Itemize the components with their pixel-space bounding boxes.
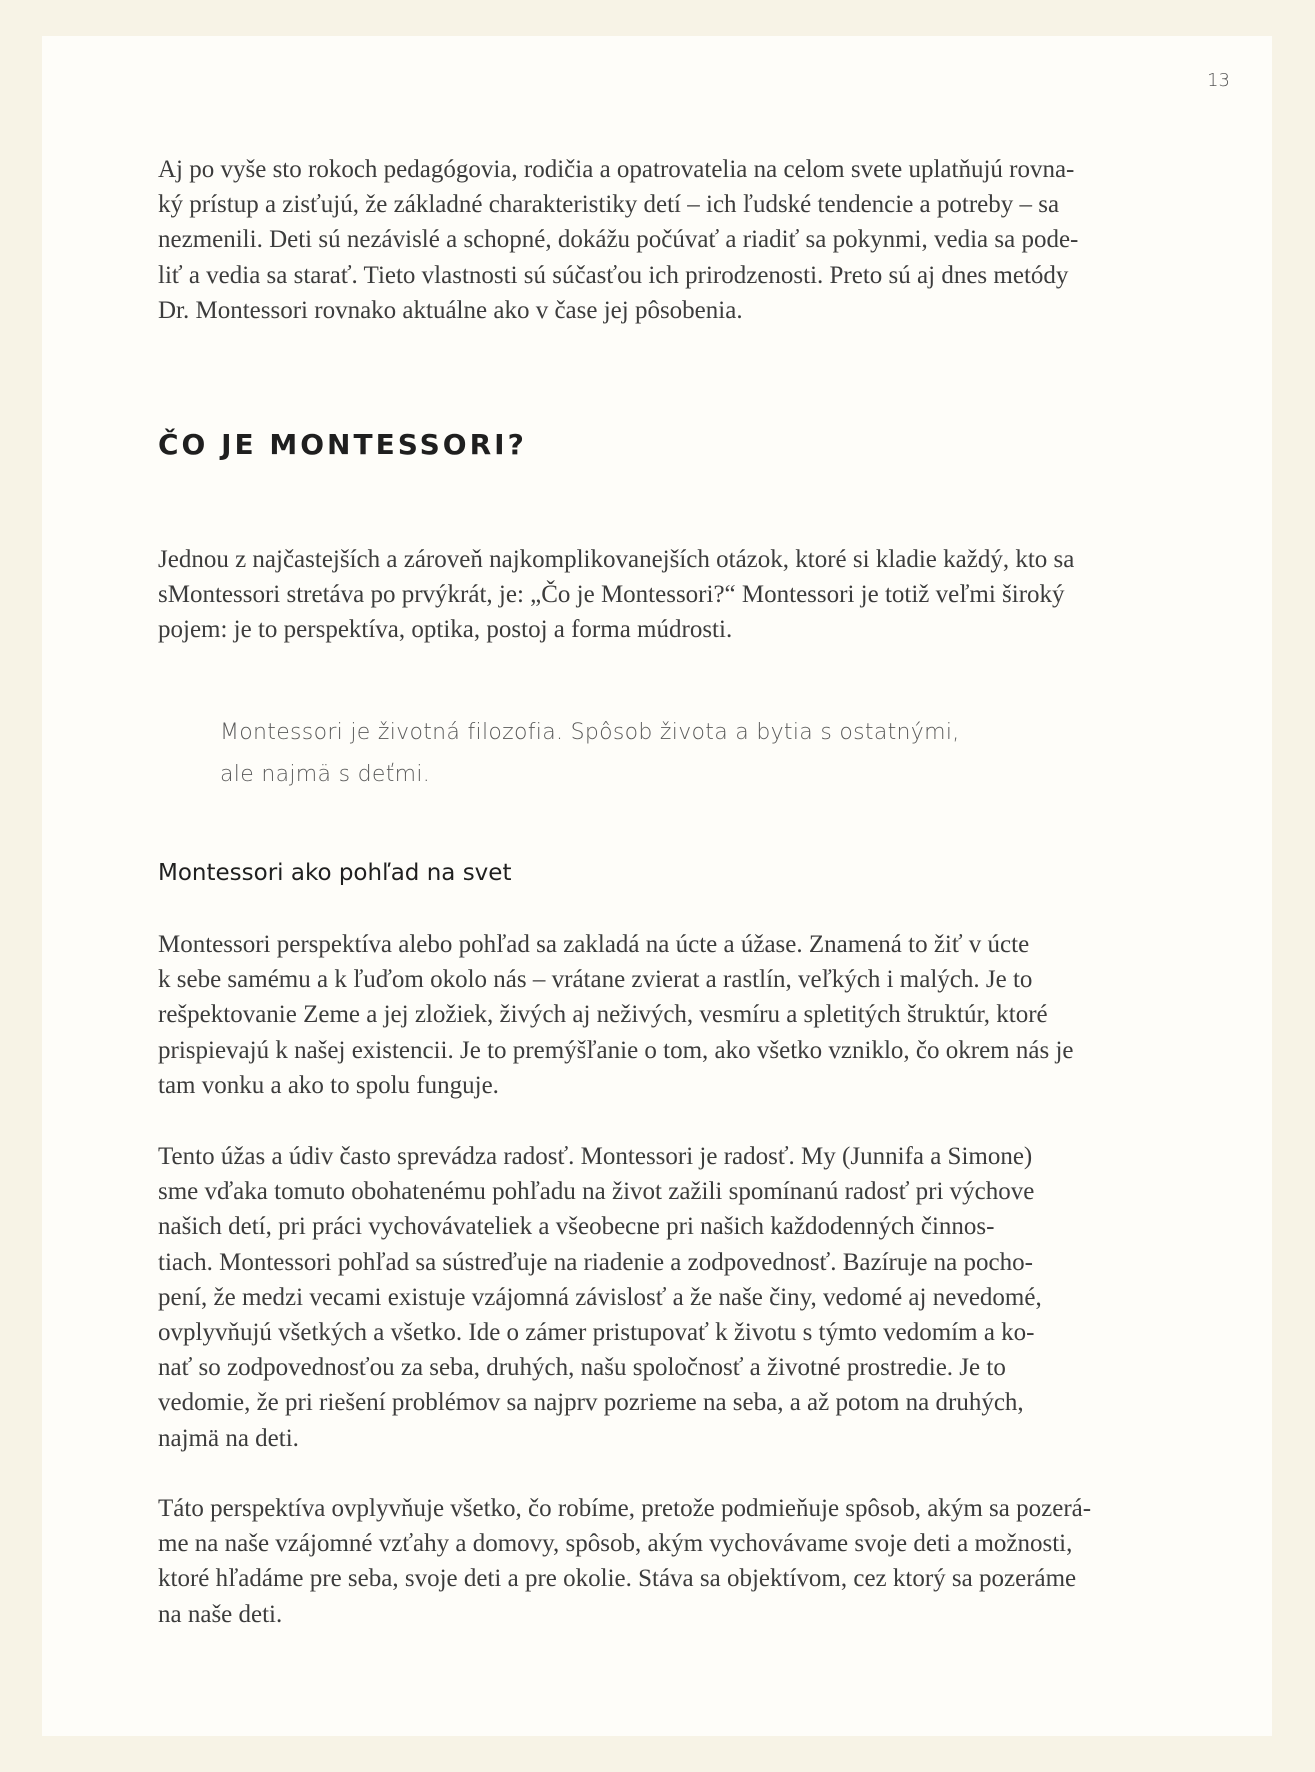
paragraph-world-view (158, 927, 1198, 1103)
text-line: prispievajú k našej existencii. Je to premýšľanie o tom, ako všetko vzniklo, čo okrem nás je (158, 1036, 1074, 1064)
text-line: sMontessori stretáva po prvýkrát, je: „Čo je Montessori?“ Montessori je totiž veľmi široký (158, 581, 1065, 609)
text-line: Jednou z najčastejších a zároveň najkomplikovanejších otázok, ktoré si kladie každý, kto sa (158, 546, 1075, 573)
text-line: Táto perspektíva ovplyvňuje všetko, čo robíme, pretože podmieňuje spôsob, akým sa pozerá- (158, 1495, 1092, 1522)
text-line: Aj po vyše sto rokoch pedagógovia, rodičia a opatrovatelia na celom svete uplatňujú rovna- (158, 156, 1075, 183)
question-paragraph (158, 542, 1198, 648)
text-line: vedomie, že pri riešení problémov sa najprv pozrieme na seba, a až potom na druhých, (158, 1389, 1024, 1417)
intro-paragraph (158, 152, 1198, 328)
text-line: ktoré hľadáme pre seba, svoje deti a pre okolie. Stáva sa objektívom, cez ktorý sa pozeráme (158, 1565, 1077, 1593)
text-line: na naše deti. (158, 1600, 283, 1628)
section-heading: ČO JE MONTESSORI? (158, 428, 527, 461)
text-line: pení, že medzi vecami existuje vzájomná závislosť a že naše činy, vedomé aj nevedomé, (158, 1283, 1042, 1311)
text-line: rešpektovanie Zeme a jej zložiek, živých aj neživých, vesmíru a spletitých štruktúr, ktoré (158, 1001, 1048, 1029)
book-page (42, 36, 1272, 1736)
text-line: k sebe samému a k ľuďom okolo nás – vrátane zvierat a rastlín, veľkých i malých. Je to (158, 966, 1033, 994)
text-line: pojem: je to perspektíva, optika, postoj a forma múdrosti. (158, 616, 733, 644)
text-line: najmä na deti. (158, 1424, 299, 1452)
text-line: Tento úžas a údiv často sprevádza radosť. Montessori je radosť. My (Junnifa a Simone) (158, 1143, 1033, 1170)
text-line: liť a vedia sa starať. Tieto vlastnosti sú súčasťou ich prirodzenosti. Preto sú aj dnes metódy (158, 261, 1069, 289)
text-line: našich detí, pri práci vychovávateliek a všeobecne pri našich každodenných činnos- (158, 1213, 995, 1241)
text-line: Dr. Montessori rovnako aktuálne ako v čase jej pôsobenia. (158, 296, 743, 324)
paragraph-joy (158, 1139, 1198, 1456)
text-line: sme vďaka tomuto obohatenému pohľadu na život zažili spomínanú radosť pri výchove (158, 1178, 1035, 1206)
text-line: tam vonku a ako to spolu funguje. (158, 1071, 499, 1099)
quote-line: Montessori je životná filozofia. Spôsob života a bytia s ostatnými, (220, 720, 960, 745)
text-line: ovplyvňujú všetkých a všetko. Ide o zámer pristupovať k životu s týmto vedomím a ko- (158, 1319, 1035, 1347)
text-line: ký prístup a zisťujú, že základné charakteristiky detí – ich ľudské tendencie a potreby – sa (158, 191, 1060, 219)
quote-line: ale najmä s deťmi. (220, 762, 431, 787)
text-line: Montessori perspektíva alebo pohľad sa zakladá na úcte a úžase. Znamená to žiť v úcte (158, 931, 1030, 958)
pull-quote (220, 712, 1120, 796)
paragraph-perspective (158, 1491, 1198, 1632)
page-number: 13 (1207, 70, 1230, 91)
text-line: me na naše vzájomné vzťahy a domovy, spôsob, akým vychovávame svoje deti a možnosti, (158, 1530, 1073, 1558)
text-line: nezmenili. Deti sú nezávislé a schopné, dokážu počúvať a riadiť sa pokynmi, vedia sa pode- (158, 226, 1079, 254)
subheading: Montessori ako pohľad na svet (158, 860, 512, 886)
text-line: tiach. Montessori pohľad sa sústreďuje na riadenie a zodpovednosť. Bazíruje na pocho- (158, 1248, 1033, 1276)
text-line: nať so zodpovednosťou za seba, druhých, našu spoločnosť a životné prostredie. Je to (158, 1354, 1006, 1382)
